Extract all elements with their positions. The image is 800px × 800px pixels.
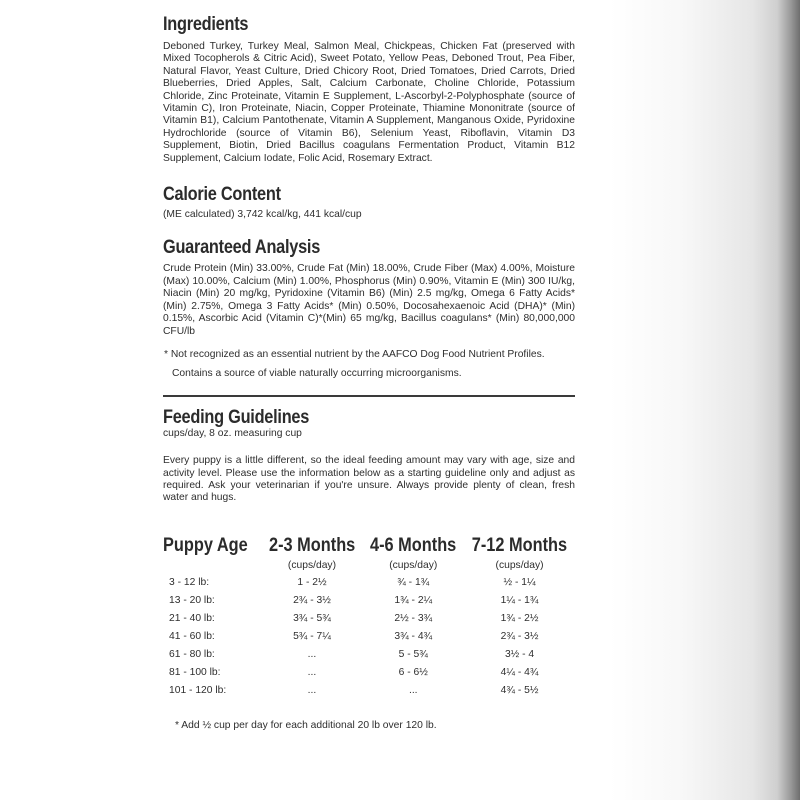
table-cell: 4¾ - 5½ (500, 685, 539, 697)
column-header: 4-6 Months (370, 534, 457, 556)
ingredients-heading: Ingredients (163, 14, 249, 35)
table-cell: 5 - 5¾ (398, 649, 428, 661)
table-cell: 4¼ - 4¾ (500, 667, 539, 679)
table-row (163, 592, 575, 610)
table-cell: ½ - 1¼ (503, 577, 536, 589)
feeding-unit-text: cups/day, 8 oz. measuring cup (163, 427, 302, 439)
table-row (163, 646, 575, 664)
table-cell: ... (307, 667, 317, 679)
weight-label: 21 - 40 lb: (169, 613, 215, 625)
column-header: 2-3 Months (268, 534, 356, 556)
unit-cell: (cups/day) (495, 559, 544, 571)
aafco-footnote: * Not recognized as an essential nutrient by the AAFCO Dog Food Nutrient Profiles. (164, 348, 545, 360)
table-cell: 3½ - 4 (504, 649, 535, 661)
table-cell: 2¾ - 3½ (293, 595, 331, 607)
section-divider (163, 395, 575, 397)
table-cell: ... (307, 685, 317, 697)
table-row (163, 682, 575, 700)
weight-label: 3 - 12 lb: (169, 577, 210, 589)
table-row (163, 610, 575, 628)
guaranteed-analysis-heading: Guaranteed Analysis (163, 237, 321, 259)
microorganisms-note: Contains a source of viable naturally occurring microorganisms. (172, 368, 462, 380)
table-row (163, 664, 575, 682)
unit-cell: (cups/day) (389, 559, 438, 571)
weight-label: 13 - 20 lb: (169, 595, 215, 607)
table-cell: 3¾ - 5¾ (293, 613, 331, 625)
weight-label: 81 - 100 lb: (169, 667, 221, 679)
feeding-footnote: * Add ½ cup per day for each additional 20 lb over 120 lb. (175, 719, 437, 731)
table-cell: 1 - 2½ (297, 577, 327, 589)
table-row (163, 574, 575, 592)
feeding-intro-text: Every puppy is a little different, so the ideal feeding amount may vary with age, size and activity level. Please use the information below as a starting guideline only and adjust as required. Ask your veterinarian if you're unsure. Always provide plenty of clean, fresh water and hugs. (163, 455, 575, 504)
guaranteed-analysis-text: Crude Protein (Min) 33.00%, Crude Fat (Min) 18.00%, Crude Fiber (Max) 4.00%, Moisture (Max) 10.00%, Calcium (Min) 1.00%, Phosphorus (Min) 0.90%, Vitamin E (Min) 300 IU/kg, Niacin (Min) 20 mg/kg, Pyridoxine (Vitamin B6) (Min) 2.5 mg/kg, Omega 6 Fatty Acids* (Min) 2.75%, Omega 3 Fatty Acids* (Min) 0.50%, Docosahexaenoic Acid (DHA)* (Min) 0.15%, Ascorbic Acid (Vitamin C)*(Min) 65 mg/kg, Bacillus coagulans* (Min) 80,000,000 CFU/lb (163, 263, 575, 337)
feeding-table-header-row (163, 535, 575, 557)
calorie-content-heading: Calorie Content (163, 184, 281, 206)
table-cell: 1¾ - 2½ (500, 613, 539, 625)
unit-cell: (cups/day) (287, 559, 336, 571)
table-cell: ... (307, 649, 317, 661)
table-row (163, 628, 575, 646)
feeding-table (163, 535, 575, 700)
units-row (163, 557, 575, 574)
column-header: Puppy Age (163, 534, 248, 556)
ingredients-list: Deboned Turkey, Turkey Meal, Salmon Meal, Chickpeas, Chicken Fat (preserved with Mixed Tocopherols & Citric Acid), Sweet Potato, Yellow Peas, Deboned Trout, Pea Fiber, Natural Flavor, Yeast Culture, Dried Chicory Root, Dried Tomatoes, Dried Carrots, Dried Blueberries, Dried Apples, Salt, Calcium Carbonate, Choline Chloride, Potassium Chloride, Zinc Proteinate, Vitamin E Supplement, L-Ascorbyl-2-Polyphosphate (source of Vitamin C), Iron Proteinate, Niacin, Copper Proteinate, Thiamine Mononitrate (source of Vitamin B1), Calcium Pantothenate, Vitamin A Supplement, Manganous Oxide, Pyridoxine Hydrochloride (source of Vitamin B6), Selenium Yeast, Riboflavin, Vitamin D3 Supplement, Biotin, Dried Bacillus coagulans Fermentation Product, Vitamin B12 Supplement, Calcium Iodate, Folic Acid, Rosemary Extract. (163, 41, 575, 164)
feeding-guidelines-heading: Feeding Guidelines (163, 406, 310, 428)
table-cell: 1¾ - 2¼ (394, 595, 433, 607)
table-cell: 5¾ - 7¼ (293, 631, 331, 643)
unit-cell (163, 557, 262, 574)
table-cell: 1¼ - 1¾ (500, 595, 539, 607)
table-cell: 2½ - 3¾ (394, 613, 433, 625)
column-header: 7-12 Months (471, 534, 568, 556)
weight-label: 41 - 60 lb: (169, 631, 215, 643)
table-cell: 3¾ - 4¾ (394, 631, 433, 643)
weight-label: 61 - 80 lb: (169, 649, 215, 661)
table-cell: ... (408, 685, 418, 697)
calorie-content-text: (ME calculated) 3,742 kcal/kg, 441 kcal/cup (163, 209, 362, 221)
table-cell: ¾ - 1¾ (397, 577, 430, 589)
table-cell: 6 - 6½ (398, 667, 428, 679)
table-cell: 2¾ - 3½ (500, 631, 539, 643)
page-edge-shadow (610, 0, 800, 800)
nutrition-label-panel (163, 14, 575, 732)
weight-label: 101 - 120 lb: (169, 685, 227, 697)
